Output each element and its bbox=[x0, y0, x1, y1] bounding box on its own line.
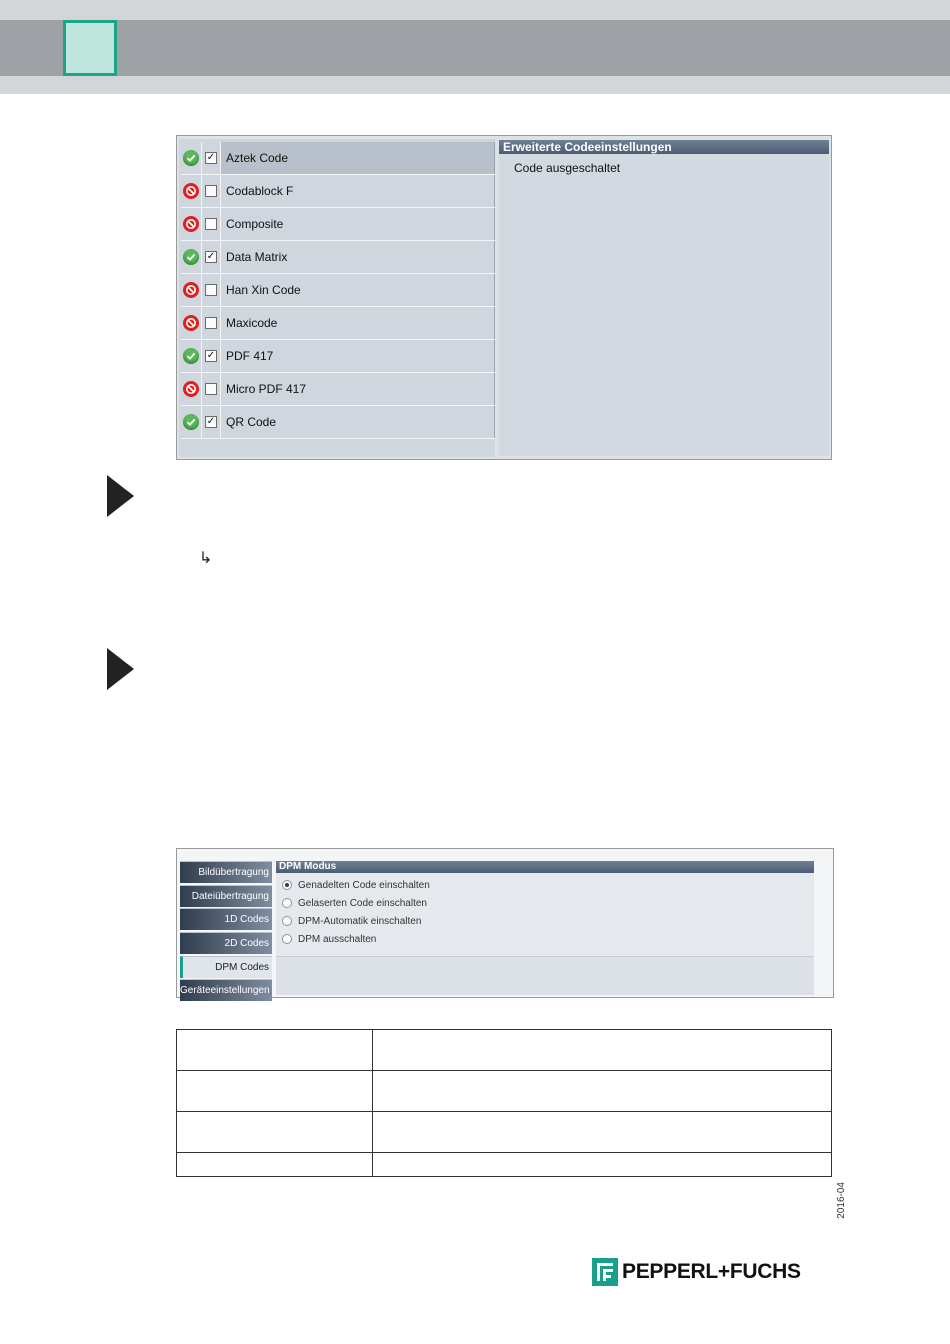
checkbox-cell bbox=[202, 274, 221, 306]
tab-1[interactable]: Dateiübertragung bbox=[180, 885, 272, 907]
code-checkbox[interactable] bbox=[205, 284, 217, 296]
header-top-band bbox=[0, 0, 950, 20]
dpm-panel bbox=[276, 861, 814, 995]
dpm-settings-screenshot bbox=[176, 848, 834, 998]
code-row[interactable] bbox=[181, 307, 495, 340]
code-checkbox[interactable]: ✓ bbox=[206, 251, 216, 262]
table-cell bbox=[373, 1153, 832, 1177]
status-cell bbox=[181, 340, 202, 372]
table-cell bbox=[373, 1071, 832, 1112]
code-row[interactable] bbox=[181, 241, 495, 274]
code-row[interactable] bbox=[181, 406, 495, 439]
dpm-option[interactable] bbox=[276, 894, 814, 912]
code-name: QR Code bbox=[221, 406, 495, 438]
advanced-settings-title: Erweiterte Codeeinstellungen bbox=[499, 140, 829, 154]
code-name: Micro PDF 417 bbox=[221, 373, 495, 405]
dpm-options bbox=[276, 873, 814, 957]
settings-tabs bbox=[180, 861, 272, 1003]
code-name: Composite bbox=[221, 208, 495, 240]
checkbox-cell bbox=[202, 373, 221, 405]
date-stamp: 2016-04 bbox=[836, 1182, 847, 1219]
logo-mark-icon bbox=[592, 1258, 618, 1286]
dpm-panel-title: DPM Modus bbox=[276, 861, 814, 873]
dpm-option-label: DPM ausschalten bbox=[298, 933, 377, 945]
table-row bbox=[177, 1153, 832, 1177]
parameter-table bbox=[176, 1029, 832, 1177]
advanced-settings-panel bbox=[499, 140, 829, 456]
instruction-arrow-icon bbox=[107, 648, 134, 690]
no-entry-icon bbox=[183, 183, 199, 199]
checkbox-cell bbox=[202, 142, 221, 174]
table-row bbox=[177, 1030, 832, 1071]
code-list bbox=[181, 142, 495, 439]
advanced-settings-text: Code ausgeschaltet bbox=[514, 161, 621, 175]
code-checkbox[interactable]: ✓ bbox=[206, 350, 216, 361]
dpm-option[interactable] bbox=[276, 930, 814, 948]
dpm-option[interactable] bbox=[276, 912, 814, 930]
code-name: Maxicode bbox=[221, 307, 495, 339]
table-row bbox=[177, 1112, 832, 1153]
header-band bbox=[0, 20, 950, 76]
checkbox-cell bbox=[202, 241, 221, 273]
table-cell bbox=[373, 1030, 832, 1071]
status-cell bbox=[181, 175, 202, 207]
radio-button[interactable] bbox=[282, 934, 292, 944]
code-row[interactable] bbox=[181, 373, 495, 406]
no-entry-icon bbox=[183, 282, 199, 298]
pf-symbol-icon bbox=[594, 1260, 616, 1284]
dpm-option[interactable] bbox=[276, 876, 814, 894]
code-checkbox[interactable] bbox=[205, 317, 217, 329]
radio-button[interactable] bbox=[282, 880, 292, 890]
code-list-panel bbox=[179, 139, 495, 457]
tab-2[interactable]: 1D Codes bbox=[180, 908, 272, 930]
table-cell bbox=[177, 1153, 373, 1177]
code-checkbox[interactable] bbox=[205, 383, 217, 395]
checkbox-cell bbox=[202, 340, 221, 372]
checkbox-cell bbox=[202, 307, 221, 339]
header-bottom-band bbox=[0, 76, 950, 94]
tab-3[interactable]: 2D Codes bbox=[180, 932, 272, 954]
no-entry-icon bbox=[183, 381, 199, 397]
instruction-arrow-icon bbox=[107, 475, 134, 517]
code-row[interactable] bbox=[181, 208, 495, 241]
code-name: Codablock F bbox=[221, 175, 495, 207]
status-cell bbox=[181, 142, 202, 174]
checkbox-cell bbox=[202, 208, 221, 240]
radio-button[interactable] bbox=[282, 898, 292, 908]
radio-button[interactable] bbox=[282, 916, 292, 926]
code-row[interactable] bbox=[181, 274, 495, 307]
status-cell bbox=[181, 373, 202, 405]
dpm-option-label: Gelaserten Code einschalten bbox=[298, 897, 427, 909]
code-row[interactable] bbox=[181, 175, 495, 208]
code-name: Data Matrix bbox=[221, 241, 495, 273]
status-cell bbox=[181, 208, 202, 240]
checkbox-cell bbox=[202, 175, 221, 207]
code-name: Han Xin Code bbox=[221, 274, 495, 306]
code-checkbox[interactable] bbox=[205, 218, 217, 230]
check-circle-icon bbox=[183, 150, 199, 166]
status-cell bbox=[181, 274, 202, 306]
status-cell bbox=[181, 406, 202, 438]
logo-text: PEPPERL+FUCHS bbox=[622, 1260, 801, 1283]
check-circle-icon bbox=[183, 249, 199, 265]
chapter-marker bbox=[63, 20, 117, 76]
tab-0[interactable]: Bildübertragung bbox=[180, 861, 272, 883]
code-checkbox[interactable]: ✓ bbox=[206, 416, 216, 427]
code-settings-screenshot bbox=[176, 135, 832, 460]
check-circle-icon bbox=[183, 348, 199, 364]
status-cell bbox=[181, 241, 202, 273]
code-name: PDF 417 bbox=[221, 340, 495, 372]
status-cell bbox=[181, 307, 202, 339]
table-cell bbox=[177, 1112, 373, 1153]
no-entry-icon bbox=[183, 216, 199, 232]
result-arrow-icon: ↳ bbox=[199, 550, 213, 567]
no-entry-icon bbox=[183, 315, 199, 331]
code-checkbox[interactable]: ✓ bbox=[206, 152, 216, 163]
table-cell bbox=[177, 1071, 373, 1112]
dpm-option-label: DPM-Automatik einschalten bbox=[298, 915, 422, 927]
code-checkbox[interactable] bbox=[205, 185, 217, 197]
tab-5[interactable]: Geräteeinstellungen bbox=[180, 979, 272, 1001]
code-row[interactable] bbox=[181, 340, 495, 373]
tab-4[interactable]: DPM Codes bbox=[180, 956, 272, 978]
table-cell bbox=[373, 1112, 832, 1153]
code-name: Aztek Code bbox=[221, 142, 495, 174]
brand-logo bbox=[592, 1258, 801, 1286]
table-cell bbox=[177, 1030, 373, 1071]
checkbox-cell bbox=[202, 406, 221, 438]
table-row bbox=[177, 1071, 832, 1112]
dpm-option-label: Genadelten Code einschalten bbox=[298, 879, 430, 891]
code-row[interactable] bbox=[181, 142, 495, 175]
check-circle-icon bbox=[183, 414, 199, 430]
